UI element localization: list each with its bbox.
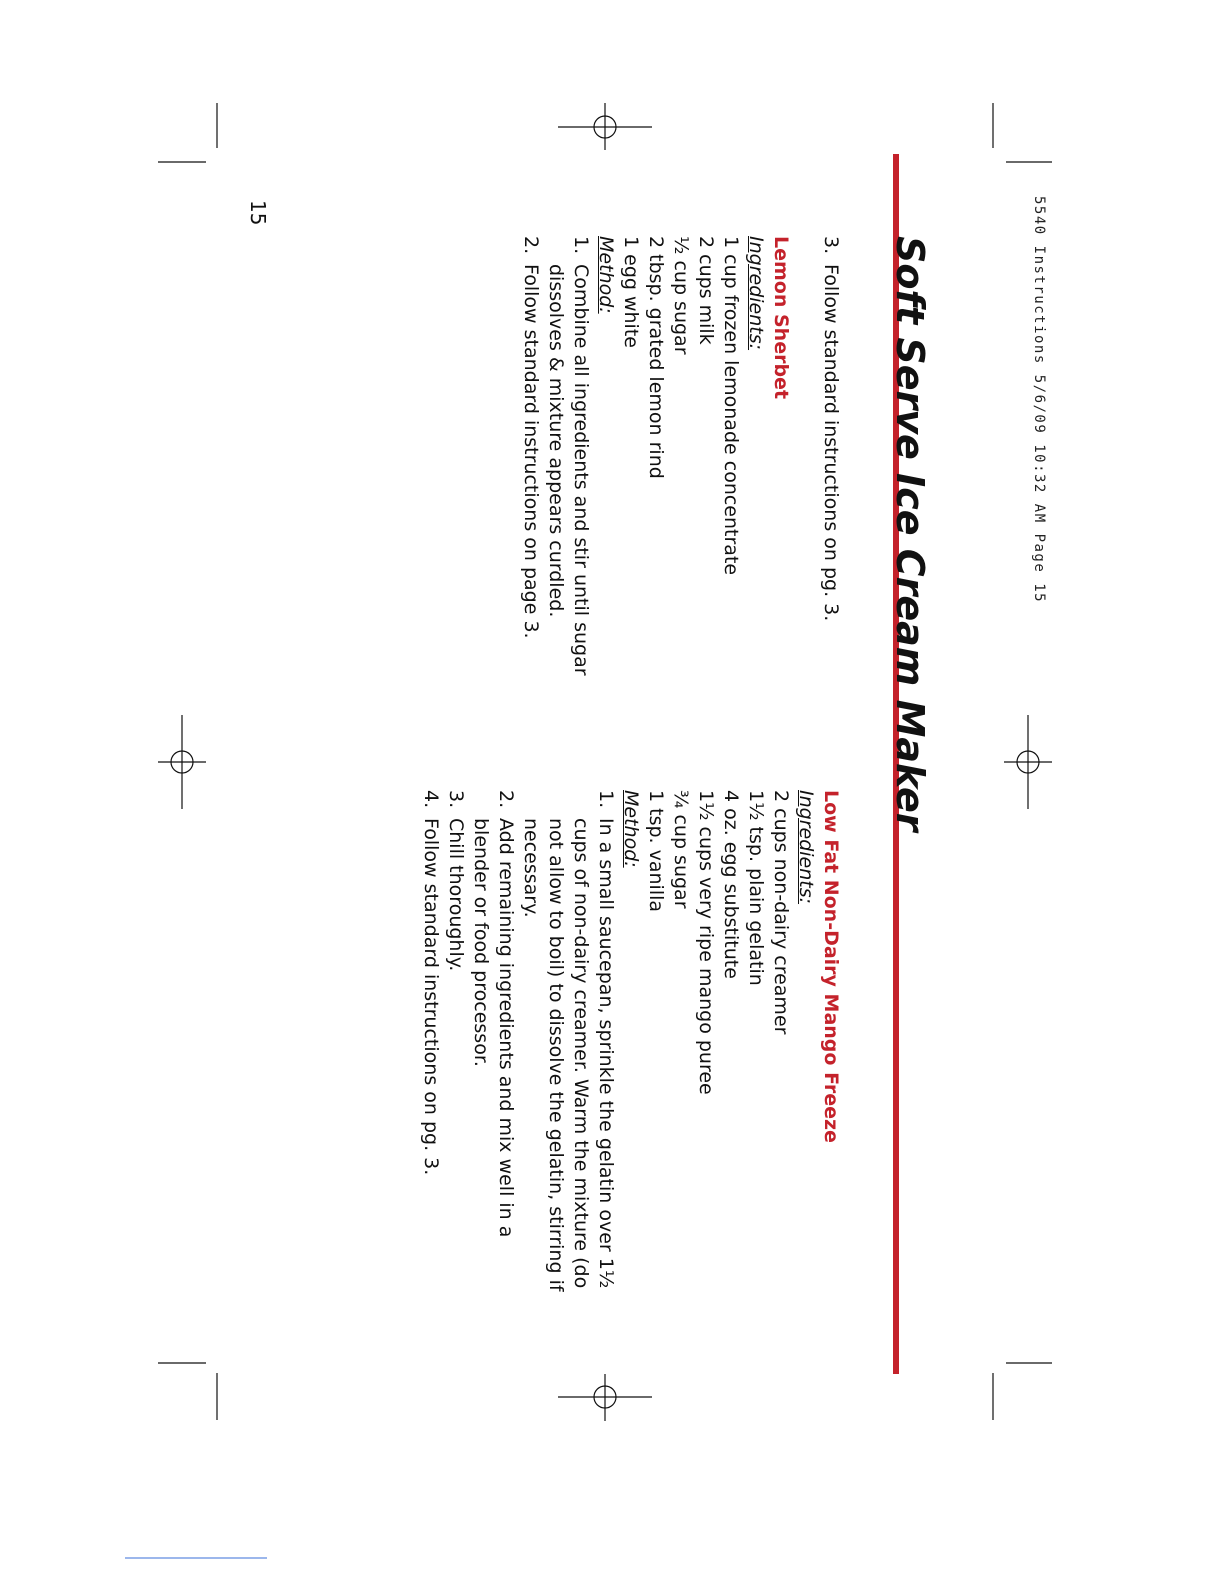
left-column — [518, 236, 843, 736]
step-number: 4. — [420, 790, 442, 809]
method-step — [518, 236, 543, 736]
method-step — [443, 790, 468, 1300]
step-number: 3. — [820, 236, 842, 255]
ingredient-item: 2 cups milk — [695, 236, 717, 345]
recipe-heading-mango-freeze: Low Fat Non-Dairy Mango Freeze — [820, 790, 842, 1143]
method-step — [468, 790, 518, 1300]
ingredient-item: 2 tbsp. grated lemon rind — [645, 236, 667, 479]
ingredients-label: Ingredients: — [795, 790, 817, 905]
step-text: Follow standard instructions on pg. 3. — [820, 264, 842, 622]
registration-mark — [558, 103, 652, 150]
ingredient-item: 1½ cups very ripe mango puree — [695, 790, 717, 1095]
ingredients-label: Ingredients: — [745, 236, 767, 351]
ingredient-item: 1 tsp. vanilla — [645, 790, 667, 913]
step-number: 1. — [570, 236, 592, 255]
ingredient-item: 1 cup frozen lemonade concentrate — [720, 236, 742, 576]
slug-line: 5540 Instructions 5/6/09 10:32 AM Page 15 — [1031, 196, 1047, 604]
ingredient-item: 1½ tsp. plain gelatin — [745, 790, 767, 986]
step-text: Add remaining ingredients and mix well in a blender or food processor. — [470, 818, 517, 1238]
method-label: Method: — [595, 236, 617, 314]
step-number: 2. — [495, 790, 517, 809]
recipe-heading-lemon-sherbet: Lemon Sherbet — [770, 236, 792, 400]
registration-mark — [1004, 715, 1052, 809]
step-text: Chill thoroughly. — [445, 818, 467, 972]
step-number: 3. — [445, 790, 467, 809]
page-number: 15 — [246, 200, 270, 226]
right-column — [418, 790, 843, 1300]
ingredient-item: 4 oz. egg substitute — [720, 790, 742, 979]
step-text: Combine all ingredients and stir until sugar dissolves & mixture appears curdled. — [545, 264, 592, 676]
method-step — [418, 790, 443, 1300]
ingredient-item: ¾ cup sugar — [670, 790, 692, 909]
ingredient-item: 1 egg white — [620, 236, 642, 348]
ingredient-item: 2 cups non-dairy creamer — [770, 790, 792, 1035]
method-step — [543, 236, 593, 736]
registration-mark — [558, 1374, 652, 1421]
prev-step — [818, 236, 843, 736]
method-step — [518, 790, 618, 1300]
registration-mark — [158, 715, 206, 809]
step-number: 2. — [520, 236, 542, 255]
page-title: Soft Serve Ice Cream Maker — [888, 236, 932, 832]
step-number: 1. — [595, 790, 617, 809]
step-text: Follow standard instructions on page 3. — [520, 264, 542, 639]
method-label: Method: — [620, 790, 642, 868]
step-text: In a small saucepan, sprinkle the gelatin over 1½ cups of non-dairy creamer. Warm the mixture (do not allow to boil) to dissolve the gelatin, stirring if necessary. — [520, 818, 617, 1292]
step-text: Follow standard instructions on pg. 3. — [420, 818, 442, 1176]
ingredient-item: ½ cup sugar — [670, 236, 692, 355]
